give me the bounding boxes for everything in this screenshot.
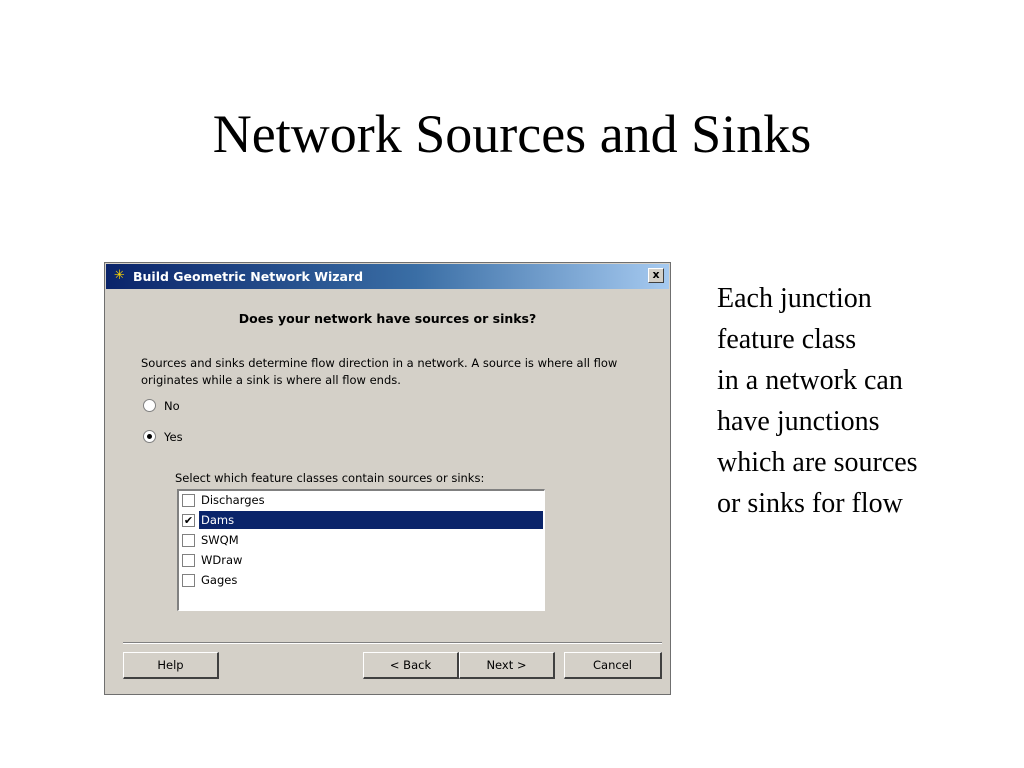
slide-title: Network Sources and Sinks — [212, 104, 812, 164]
close-icon: x — [652, 268, 660, 281]
back-button[interactable]: < Back — [363, 652, 459, 679]
checkbox[interactable] — [182, 554, 195, 567]
side-text-line: have junctions — [717, 406, 880, 437]
side-text-line: feature class — [717, 324, 857, 355]
wizard-description: Sources and sinks determine flow direction in a network. A source is where all flow originates while a sink is where all flow ends. — [141, 356, 618, 387]
checkbox[interactable] — [182, 534, 195, 547]
button-separator — [123, 642, 662, 644]
cancel-button[interactable]: Cancel — [564, 652, 662, 679]
side-text-line: which are sources — [717, 447, 918, 478]
list-item-label[interactable]: SWQM — [201, 533, 239, 547]
list-item-label[interactable]: WDraw — [201, 553, 243, 567]
radio-yes-label[interactable]: Yes — [164, 430, 183, 444]
checkbox[interactable] — [182, 494, 195, 507]
side-text — [717, 278, 1007, 524]
help-button[interactable]: Help — [123, 652, 219, 679]
checkbox-checked[interactable]: ✔ — [183, 514, 194, 527]
feature-classes-label: Select which feature classes contain sources or sinks: — [175, 471, 485, 485]
feature-classes-listbox[interactable] — [177, 489, 545, 611]
list-item-label[interactable]: Dams — [199, 511, 543, 529]
wizard-dialog — [104, 262, 671, 695]
radio-no-label[interactable]: No — [164, 399, 180, 413]
side-text-line: in a network can — [717, 365, 903, 396]
side-text-line: or sinks for flow — [717, 488, 903, 519]
next-button[interactable]: Next > — [459, 652, 555, 679]
side-text-line: Each junction — [717, 283, 872, 314]
radio-yes-button[interactable] — [143, 430, 156, 443]
list-item-label[interactable]: Gages — [201, 573, 238, 587]
close-button[interactable] — [648, 268, 664, 283]
dialog-titlebar[interactable] — [106, 264, 669, 289]
wizard-icon: ✳ — [114, 268, 125, 283]
wizard-heading: Does your network have sources or sinks? — [238, 311, 537, 326]
list-item-label[interactable]: Discharges — [201, 493, 265, 507]
dialog-title: Build Geometric Network Wizard — [133, 269, 364, 284]
checkbox[interactable] — [182, 574, 195, 587]
radio-no-button[interactable] — [143, 399, 156, 412]
